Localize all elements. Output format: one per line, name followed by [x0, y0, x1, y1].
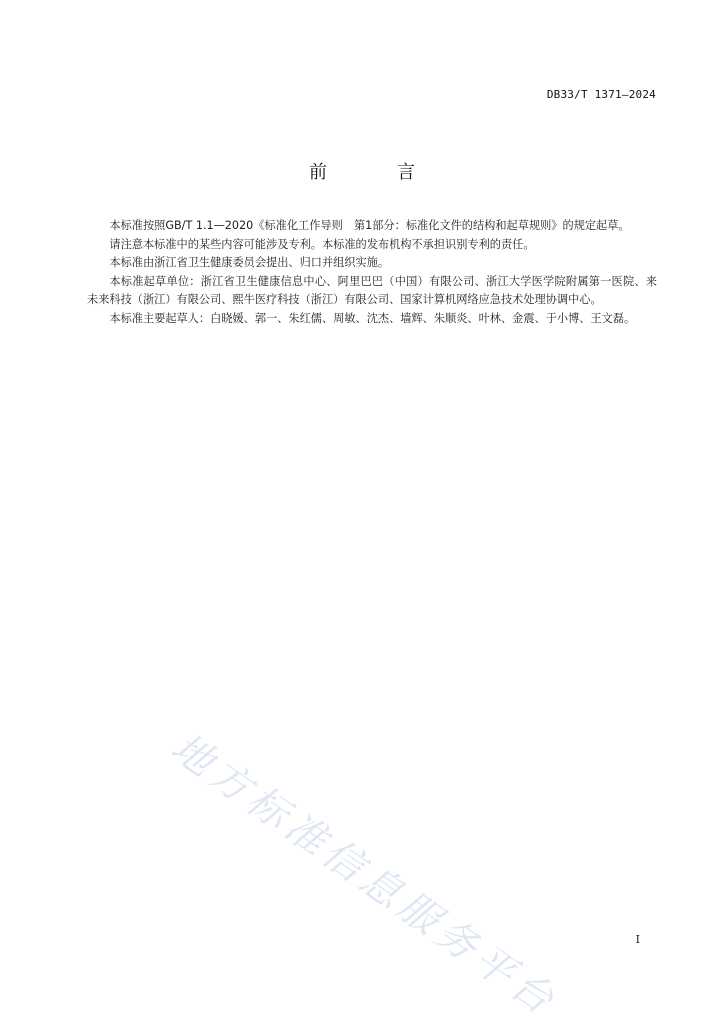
watermark: 地方标准信息服务平台 — [162, 724, 566, 1027]
paragraph-drafters: 本标准主要起草人：白晓媛、郭一、朱红儒、周敏、沈杰、墙辉、朱顺炎、叶林、金震、于小博、王文磊。 — [109, 311, 636, 325]
paragraph-patent-notice: 请注意本标准中的某些内容可能涉及专利。本标准的发布机构不承担识别专利的责任。 — [109, 237, 535, 251]
paragraph-drafting-rules: 本标准按照GB/T 1.1—2020《标准化工作导则 第1部分：标准化文件的结构和起草规则》的规定起草。 — [109, 219, 630, 232]
paragraph-drafting-units: 本标准起草单位：浙江省卫生健康信息中心、阿里巴巴（中国）有限公司、浙江大学医学院附属第一医院、来未来科技（浙江）有限公司、熙牛医疗科技（浙江）有限公司、国家计算机网络应急技术处理协调中心。 — [87, 274, 657, 307]
document-code: DB33/T 1371—2024 — [546, 88, 656, 101]
page-number: I — [635, 933, 640, 946]
foreword-body — [87, 217, 657, 329]
paragraph-proposer: 本标准由浙江省卫生健康委员会提出、归口并组织实施。 — [109, 256, 390, 270]
page-title: 前 言 — [309, 162, 441, 183]
